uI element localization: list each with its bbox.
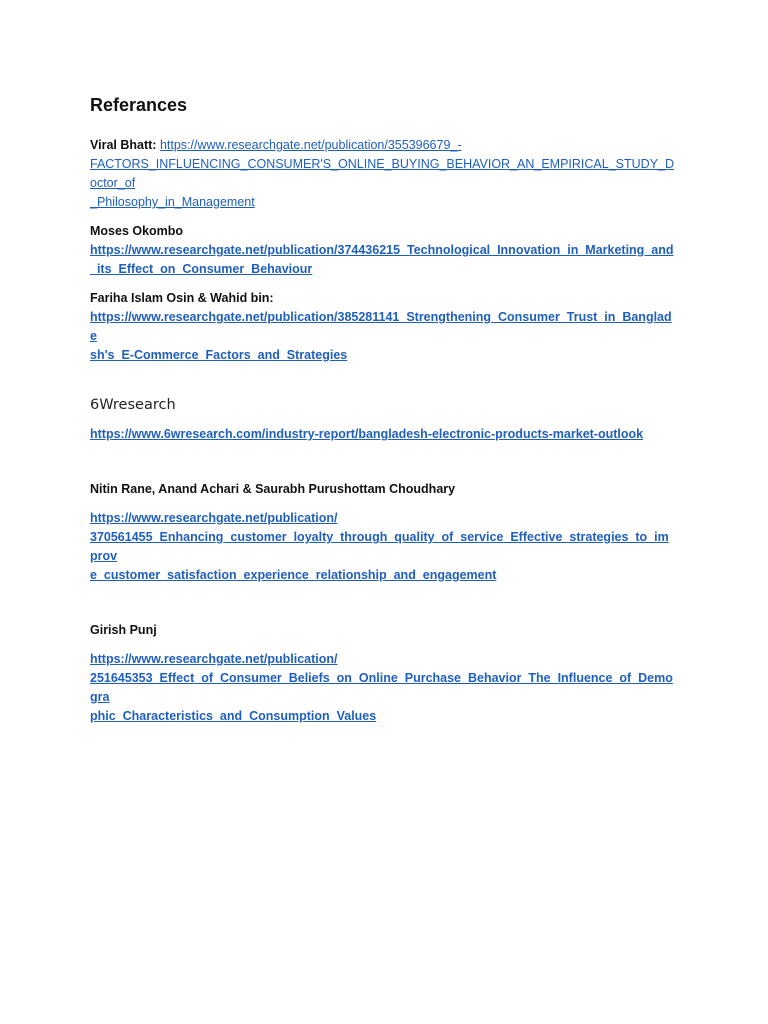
link-line: https://www.researchgate.net/publication/385281141_Strengthening_Consumer_Trust_in_Banglade [90,310,672,343]
link-line: https://www.researchgate.net/publication/ [90,652,338,666]
reference-link[interactable] [90,241,676,279]
link-line: sh's_E-Commerce_Factors_and_Strategies [90,348,348,362]
reference-moses-okombo [90,222,676,279]
link-line: _its_Effect_on_Consumer_Behaviour [90,262,313,276]
link-line: 370561455_Enhancing_customer_loyalty_through_quality_of_service_Effective_strategies_to_improv [90,530,669,563]
link-line: _Philosophy_in_Management [90,195,255,209]
reference-author: Moses Okombo [90,224,184,238]
link-line: https://www.6wresearch.com/industry-report/bangladesh-electronic-products-market-outlook [90,427,644,441]
reference-author: Girish Punj [90,623,157,637]
reference-link[interactable] [90,425,676,444]
link-line: e_customer_satisfaction_experience_relationship_and_engagement [90,568,497,582]
page-title: Referances [90,95,188,115]
reference-girish-punj [90,621,676,726]
link-line: https://www.researchgate.net/publication/374436215_Technological_Innovation_in_Marketing_and [90,243,674,257]
reference-link[interactable] [90,138,676,212]
link-line: FACTORS_INFLUENCING_CONSUMER'S_ONLINE_BUYING_BEHAVIOR_AN_EMPIRICAL_STUDY_Doctor_of [90,157,675,190]
document-page [90,92,676,726]
link-line: https://www.researchgate.net/publication/355396679_- [159,138,462,152]
reference-fariha-islam-osin [90,289,676,365]
reference-nitin-rane [90,480,676,585]
reference-source-title: 6Wresearch [90,397,176,413]
reference-link[interactable] [90,308,676,365]
link-line: phic_Characteristics_and_Consumption_Values [90,709,377,723]
reference-viral-bhatt [90,136,676,212]
reference-author: Fariha Islam Osin & Wahid bin: [90,291,274,305]
reference-link[interactable] [90,509,676,585]
link-line: https://www.researchgate.net/publication/ [90,511,338,525]
reference-author: Viral Bhatt: [90,138,157,152]
reference-6wresearch [90,395,676,444]
reference-author: Nitin Rane, Anand Achari & Saurabh Purushottam Choudhary [90,482,456,496]
reference-link[interactable] [90,650,676,726]
link-line: 251645353_Effect_of_Consumer_Beliefs_on_Online_Purchase_Behavior_The_Influence_of_Demogra [90,671,673,704]
